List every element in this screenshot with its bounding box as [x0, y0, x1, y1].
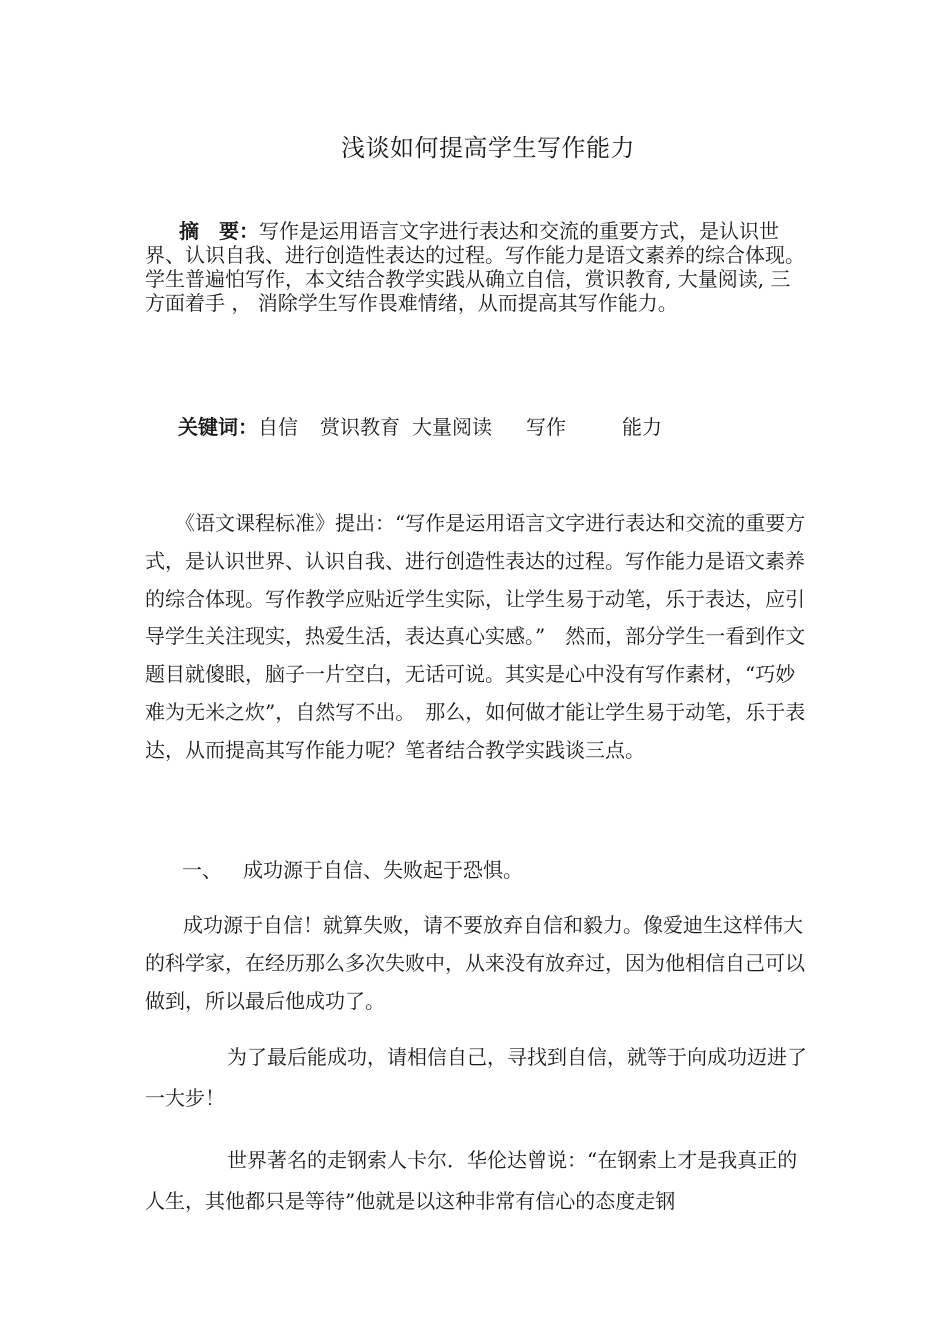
keyword-item: 大量阅读 [412, 415, 492, 439]
abstract-paragraph [145, 219, 810, 315]
abstract-label-part1: 摘 [179, 219, 199, 243]
body-paragraph-3: 为了最后能成功，请相信自己，寻找到自信，就等于向成功迈进了一大步！ [145, 1045, 807, 1110]
keywords-line [178, 412, 662, 442]
keyword-item: 能力 [622, 415, 662, 439]
section-heading-text: 成功源于自信、失败起于恐惧。 [243, 858, 523, 882]
keywords-label: 关键词： [178, 415, 258, 439]
abstract-text: 写作是运用语言文字进行表达和交流的重要方式，是认识世界、认识自我、进行创造性表达的过程。写作能力是语文素养的综合体现。学生普遍怕写作，本文结合教学实践从确立自信，赏识教育, 大量阅读, 三方面着手 ， 消除学生写作畏难情绪，从而提高其写作能力。 [145, 219, 805, 315]
keyword-item: 赏识教育 [320, 415, 400, 439]
abstract-label-part2: 要： [219, 219, 259, 243]
body-paragraph-2: 成功源于自信！就算失败，请不要放弃自信和毅力。像爱迪生这样伟大的科学家，在经历那么多次失败中，从来没有放弃过，因为他相信自己可以做到，所以最后他成功了。 [145, 913, 805, 1013]
document-title: 浅谈如何提高学生写作能力 [341, 134, 635, 162]
keyword-item: 自信 [258, 415, 298, 439]
body-paragraph-4: 世界著名的走钢索人卡尔．华伦达曾说：“在钢索上才是我真正的人生，其他都只是等待”他就是以这种非常有信心的态度走钢 [145, 1148, 798, 1213]
abstract-label [179, 219, 259, 243]
body-paragraph-1: 《语文课程标准》提出：“写作是运用语言文字进行表达和交流的重要方式，是认识世界、认识自我、进行创造性表达的过程。写作能力是语文素养的综合体现。写作教学应贴近学生实际，让学生易于动笔，乐于表达，应引导学生关注现实，热爱生活，表达真心实感。” 然而，部分学生一看到作文题目就傻眼，脑子一片空白，无话可说。其实是心中没有写作素材，“巧妙难为无米之炊”，自然写不出。 那么，如何做才能让学生易于动笔，乐于表达，从而提高其写作能力呢？笔者结合教学实践谈三点。 [145, 511, 806, 762]
section-heading-1 [182, 853, 847, 887]
keyword-item: 写作 [526, 415, 566, 439]
section-number: 一、 [182, 858, 222, 882]
